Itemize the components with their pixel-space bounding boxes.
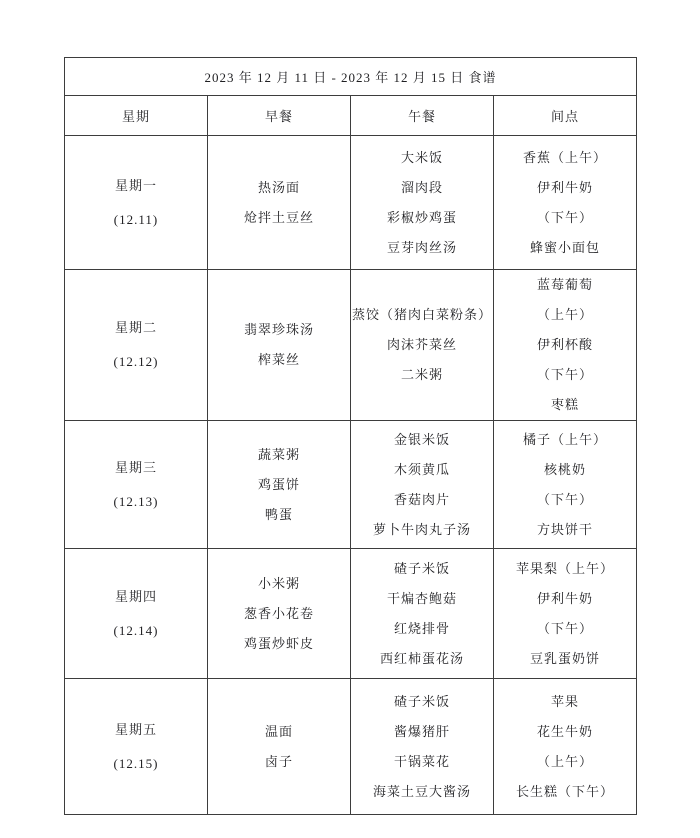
breakfast-cell xyxy=(208,421,351,549)
breakfast-cell xyxy=(208,679,351,815)
menu-table xyxy=(64,57,637,815)
lunch-cell xyxy=(351,549,494,679)
snack-item: （下午） xyxy=(536,209,593,225)
column-header-week: 星期 xyxy=(65,96,208,136)
column-header-lunch: 午餐 xyxy=(351,96,494,136)
dish-item: 豆芽肉丝汤 xyxy=(386,239,457,255)
dish-item: 西红柿蛋花汤 xyxy=(379,650,464,666)
dish-item: 二米粥 xyxy=(400,367,443,382)
day-date: (12.13) xyxy=(113,493,159,509)
dish-item: 肉沫芥菜丝 xyxy=(386,337,457,352)
day-cell xyxy=(65,549,208,679)
snack-item: 花生牛奶 xyxy=(536,723,593,739)
table-row-thursday xyxy=(65,549,637,679)
day-label: 星期二 xyxy=(114,320,157,335)
snack-item: 橘子（上午） xyxy=(522,431,607,447)
snack-item: 伊利牛奶 xyxy=(536,179,593,195)
dish-item: 金银米饭 xyxy=(393,431,450,447)
dish-item: 海菜土豆大酱汤 xyxy=(372,783,471,799)
day-label: 星期一 xyxy=(114,177,157,193)
breakfast-cell xyxy=(208,136,351,270)
snack-item: 苹果 xyxy=(550,693,579,709)
dish-item: 卤子 xyxy=(264,753,293,769)
column-header-snack: 间点 xyxy=(494,96,637,136)
snack-cell xyxy=(494,270,637,421)
snack-item: 枣糕 xyxy=(550,397,579,412)
dish-item: 小米粥 xyxy=(257,575,300,591)
dish-item: 干锅菜花 xyxy=(393,753,450,769)
dish-item: 翡翠珍珠汤 xyxy=(243,322,314,337)
day-label: 星期四 xyxy=(114,588,157,604)
dish-item: 鸡蛋炒虾皮 xyxy=(243,635,314,651)
day-cell xyxy=(65,270,208,421)
dish-item: 酱爆猪肝 xyxy=(393,723,450,739)
day-cell xyxy=(65,136,208,270)
snack-item: 苹果梨（上午） xyxy=(515,560,614,576)
day-date: (12.11) xyxy=(113,211,159,227)
day-date: (12.15) xyxy=(113,755,159,771)
lunch-cell xyxy=(351,679,494,815)
day-label: 星期三 xyxy=(114,459,157,475)
snack-item: 核桃奶 xyxy=(543,461,586,477)
dish-item: 蔬菜粥 xyxy=(257,446,300,462)
snack-item: （上午） xyxy=(536,307,593,322)
header-row xyxy=(65,96,637,136)
day-label: 星期五 xyxy=(114,721,157,737)
dish-item: 鸡蛋饼 xyxy=(257,476,300,492)
dish-item: 鸭蛋 xyxy=(264,506,293,522)
table-row-tuesday xyxy=(65,270,637,421)
column-header-breakfast: 早餐 xyxy=(208,96,351,136)
dish-item: 榨菜丝 xyxy=(257,352,300,367)
snack-item: （下午） xyxy=(536,620,593,636)
breakfast-cell xyxy=(208,270,351,421)
snack-cell xyxy=(494,136,637,270)
snack-item: （下午） xyxy=(536,491,593,507)
menu-document xyxy=(64,57,637,815)
snack-item: 长生糕（下午） xyxy=(515,783,614,799)
dish-item: 炝拌土豆丝 xyxy=(243,209,314,225)
lunch-cell xyxy=(351,421,494,549)
table-row-friday xyxy=(65,679,637,815)
dish-item: 碴子米饭 xyxy=(393,693,450,709)
dish-item: 红烧排骨 xyxy=(393,620,450,636)
dish-item: 大米饭 xyxy=(400,149,443,165)
breakfast-cell xyxy=(208,549,351,679)
day-cell xyxy=(65,679,208,815)
day-date: (12.12) xyxy=(113,354,159,369)
snack-item: 伊利杯酸 xyxy=(536,337,593,352)
snack-item: 伊利牛奶 xyxy=(536,590,593,606)
dish-item: 蒸饺（猪肉白菜粉条） xyxy=(351,307,492,322)
dish-item: 葱香小花卷 xyxy=(243,605,314,621)
snack-cell xyxy=(494,549,637,679)
dish-item: 温面 xyxy=(264,723,293,739)
day-date: (12.14) xyxy=(113,622,159,638)
dish-item: 干煸杏鲍菇 xyxy=(386,590,457,606)
snack-item: （下午） xyxy=(536,367,593,382)
snack-item: （上午） xyxy=(536,753,593,769)
lunch-cell xyxy=(351,270,494,421)
snack-item: 方块饼干 xyxy=(536,521,593,537)
dish-item: 热汤面 xyxy=(257,179,300,195)
dish-item: 香菇肉片 xyxy=(393,491,450,507)
snack-item: 蜂蜜小面包 xyxy=(529,239,600,255)
dish-item: 木须黄瓜 xyxy=(393,461,450,477)
dish-item: 碴子米饭 xyxy=(393,560,450,576)
snack-item: 豆乳蛋奶饼 xyxy=(529,650,600,666)
table-row-wednesday xyxy=(65,421,637,549)
dish-item: 萝卜牛肉丸子汤 xyxy=(372,521,471,537)
lunch-cell xyxy=(351,136,494,270)
snack-item: 香蕉（上午） xyxy=(522,149,607,165)
snack-item: 蓝莓葡萄 xyxy=(536,277,593,292)
table-row-monday xyxy=(65,136,637,270)
snack-cell xyxy=(494,679,637,815)
dish-item: 彩椒炒鸡蛋 xyxy=(386,209,457,225)
dish-item: 溜肉段 xyxy=(400,179,443,195)
menu-title: 2023 年 12 月 11 日 - 2023 年 12 月 15 日 食谱 xyxy=(65,58,637,96)
snack-cell xyxy=(494,421,637,549)
title-row xyxy=(65,58,637,96)
day-cell xyxy=(65,421,208,549)
